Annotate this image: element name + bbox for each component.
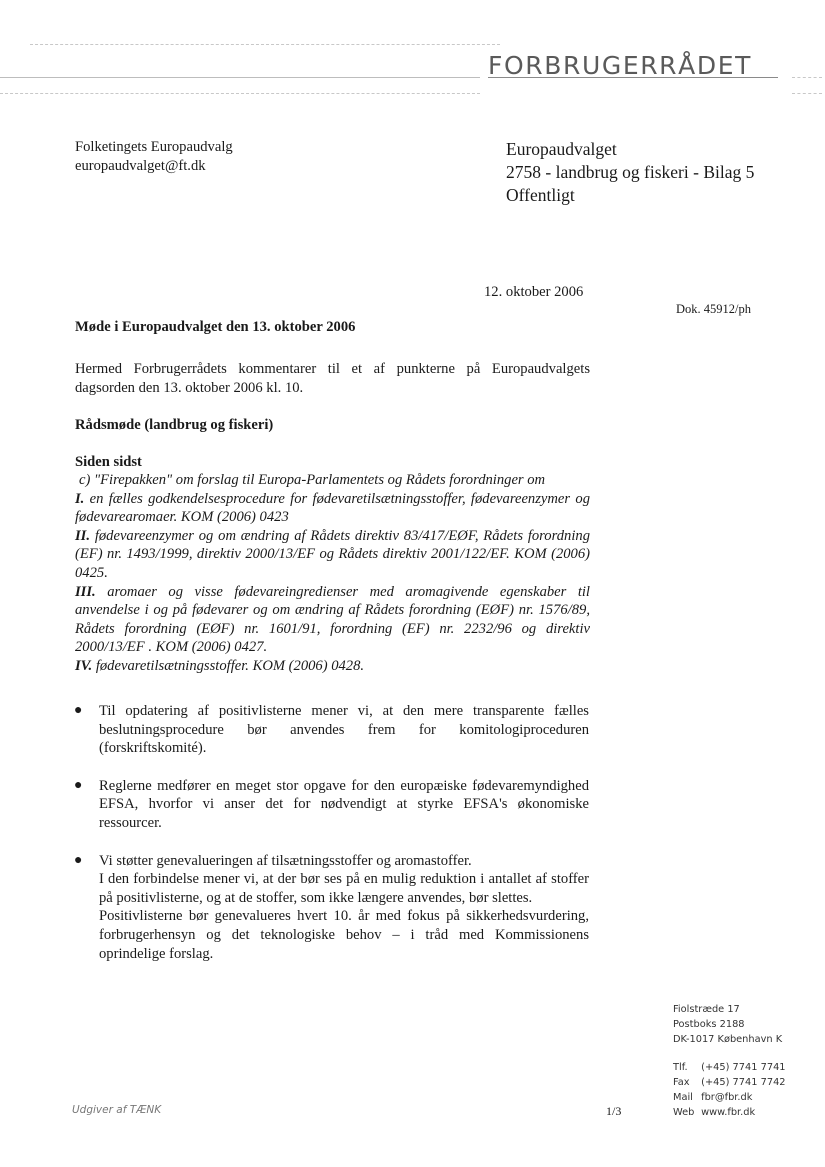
recipient-email: europaudvalget@ft.dk <box>75 157 206 174</box>
comment-item <box>74 702 589 758</box>
address-street: Fiolstræde 17 <box>673 1004 740 1015</box>
web-label: Web <box>673 1107 695 1118</box>
web-value: www.fbr.dk <box>701 1107 756 1118</box>
letter-date: 12. oktober 2006 <box>484 284 584 300</box>
agenda-text: fødevaretilsætningsstoffer. KOM (2006) 0428. <box>92 657 365 674</box>
address-city: DK-1017 København K <box>673 1034 783 1045</box>
contact-fax <box>673 1075 813 1090</box>
comment-text: Vi støtter genevalueringen af tilsætningsstoffer og aromastoffer. <box>99 852 472 869</box>
mail-value: fbr@fbr.dk <box>701 1092 753 1103</box>
address-spacer <box>673 1047 813 1060</box>
brand-logo: FORBRUGERRÅDET <box>488 51 752 80</box>
stamp-reference: 2758 - landbrug og fiskeri - Bilag 5 <box>506 162 755 182</box>
agenda-text: fødevareenzymer og om ændring af Rådets direktiv 83/417/EØF, Rådets forordning (EF) nr. 1493/1999, direktiv 2000/13/EF og Rådets direktiv 2001/122/EF. KOM (2006) 0425. <box>75 527 590 581</box>
agenda-numeral: I. <box>75 490 85 507</box>
agenda-item <box>75 657 590 676</box>
bullet-icon: ● <box>74 703 83 718</box>
comment-text: I den forbindelse mener vi, at der bør ses på en mulig reduktion i antallet af stoffer på positivlisterne, og at de stoffer, som ikke længere anvendes, bør slettes. <box>99 871 589 906</box>
stamp-committee: Europaudvalget <box>506 139 617 159</box>
agenda-numeral: III. <box>75 583 96 600</box>
comment-item <box>74 777 589 833</box>
document-reference: Dok. 45912/ph <box>676 302 751 316</box>
recipient-name: Folketingets Europaudvalg <box>75 139 233 155</box>
agenda-numeral: II. <box>75 527 91 544</box>
committee-stamp <box>506 138 754 207</box>
intro-paragraph: Hermed Forbrugerrådets kommentarer til et af punkterne på Europaudvalgets dagsorden den 13. oktober 2006 kl. 10. <box>75 361 590 396</box>
page-number: 1/3 <box>606 1104 622 1118</box>
section-heading: Rådsmøde (landbrug og fiskeri) <box>75 417 274 433</box>
comment-text: Positivlisterne bør genevalueres hvert 10. år med fokus på sikkerhedsvurdering, forbrugerhensyn og det teknologiske behov – i tråd med Kommissionens oprindelige forslag. <box>99 908 589 962</box>
fax-label: Fax <box>673 1077 690 1088</box>
agenda-item <box>75 583 590 657</box>
agenda-text: aromaer og visse fødevareingredienser med aromagivende egenskaber til anvendelse i og på fødevarer og om ændring af Rådets forordning (EØF) nr. 1576/89, Rådets forordning (EØF) nr. 1601/91, forordning (EF) nr. 2232/96 og direktiv 2000/13/EF . KOM (2006) 0427. <box>75 583 590 656</box>
address-pobox: Postboks 2188 <box>673 1019 745 1030</box>
phone-value: (+45) 7741 7741 <box>701 1062 786 1073</box>
comment-list <box>74 702 589 963</box>
agenda-intro: c) "Firepakken" om forslag til Europa-Parlamentets og Rådets forordninger om <box>79 472 546 488</box>
stamp-status: Offentligt <box>506 185 575 205</box>
contact-phone <box>673 1060 813 1075</box>
comment-item <box>74 852 589 964</box>
bullet-icon: ● <box>74 852 83 868</box>
phone-label: Tlf. <box>673 1062 688 1073</box>
recipient-address <box>75 138 233 175</box>
contact-web <box>673 1105 813 1120</box>
comment-text: Reglerne medfører en meget stor opgave for den europæiske fødevaremyndighed EFSA, hvorfor vi anser det for nødvendigt at styrke EFSA's økonomiske ressourcer. <box>99 777 589 831</box>
agenda-block <box>75 471 590 676</box>
comment-text: Til opdatering af positivlisterne mener vi, at den mere transparente fælles beslutningsprocedure bør anvendes frem for komitologiproceduren (forskriftskomité). <box>99 703 589 757</box>
header-rule-far-right <box>792 77 822 78</box>
publisher-note: Udgiver af TÆNK <box>72 1104 162 1116</box>
header-rule-lower <box>0 93 480 94</box>
agenda-item <box>75 527 590 583</box>
contact-mail <box>673 1090 813 1105</box>
agenda-item <box>75 490 590 527</box>
header-rule-upper <box>0 77 480 78</box>
header-rule-top <box>30 44 500 45</box>
subject-heading: Møde i Europaudvalget den 13. oktober 2006 <box>75 319 356 335</box>
sender-address <box>673 1002 813 1120</box>
fax-value: (+45) 7741 7742 <box>701 1077 786 1088</box>
subsection-heading: Siden sidst <box>75 454 142 470</box>
bullet-icon: ● <box>74 777 83 793</box>
agenda-numeral: IV. <box>75 657 93 674</box>
header-rule-far-right-2 <box>792 93 822 94</box>
agenda-text: en fælles godkendelsesprocedure for fødevaretilsætningsstoffer, fødevareenzymer og fødevarearomaer. KOM (2006) 0423 <box>75 490 590 526</box>
mail-label: Mail <box>673 1092 693 1103</box>
